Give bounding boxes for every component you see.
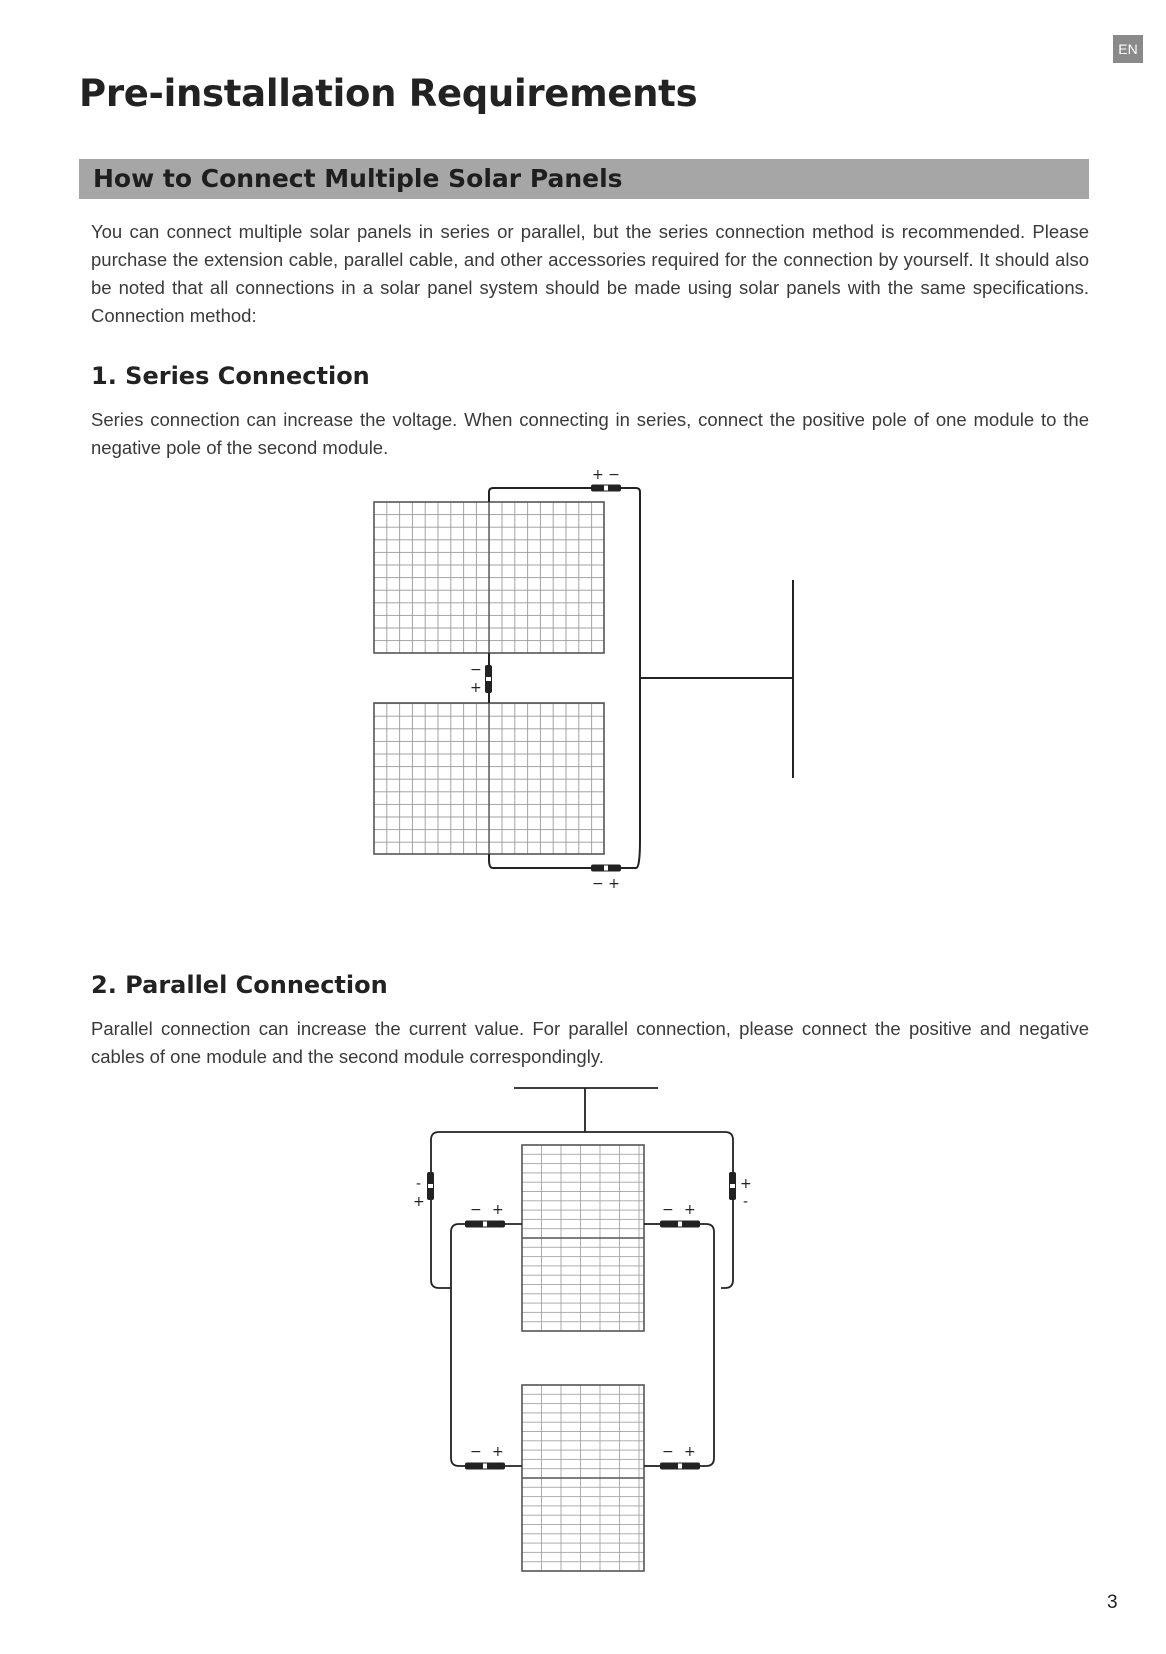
parallel-connector-top-right [660, 1221, 700, 1228]
series-top-polarity: + − [592, 467, 620, 483]
parallel-solar-panel-top [522, 1145, 644, 1331]
section-heading: How to Connect Multiple Solar Panels [93, 164, 623, 193]
intro-paragraph: You can connect multiple solar panels in series or parallel, but the series connection method is recommended. Please purchase the extension cable, parallel cable, and other accessories required for the connection by yourself. It should also be noted that all connections in a solar panel system should be made using solar panels with the same specifications. Connection method: [91, 221, 1089, 326]
series-description: Series connection can increase the voltage. When connecting in series, connect the positive pole of one module to the negative pole of the second module. [91, 409, 1089, 458]
parallel-top-left-plus: + [492, 1202, 504, 1218]
series-solar-panel-top [374, 502, 604, 653]
parallel-connector-bottom-right [660, 1463, 700, 1470]
parallel-bottom-left-plus: + [492, 1444, 504, 1460]
parallel-left-plus: + [413, 1194, 425, 1210]
parallel-description: Parallel connection can increase the current value. For parallel connection, please connect the positive and negative cables of one module and the second module correspondingly. [91, 1018, 1089, 1067]
parallel-heading: 2. Parallel Connection [91, 971, 388, 999]
parallel-top-right-minus: − [662, 1202, 674, 1218]
parallel-output-bus [514, 1088, 658, 1132]
parallel-connector-right-top [729, 1172, 736, 1200]
series-connector-top [591, 485, 621, 492]
parallel-top-right-plus: + [684, 1202, 696, 1218]
section-heading-bar [79, 159, 1089, 199]
parallel-right-plus: + [740, 1176, 752, 1192]
parallel-bottom-right-minus: − [662, 1444, 674, 1460]
series-middle-plus: + [470, 680, 482, 696]
series-middle-minus: − [470, 662, 482, 678]
language-badge: EN [1113, 35, 1143, 63]
series-solar-panel-bottom [374, 703, 604, 854]
series-connector-bottom [591, 865, 621, 872]
series-bottom-polarity: − + [592, 876, 620, 892]
parallel-left-minus: - [416, 1176, 422, 1192]
parallel-bottom-left-minus: − [470, 1444, 482, 1460]
page-number: 3 [1107, 1592, 1118, 1613]
parallel-right-minus: - [743, 1194, 749, 1210]
page-title: Pre-installation Requirements [79, 72, 698, 115]
series-connector-middle [485, 665, 492, 693]
parallel-connector-bottom-left [465, 1463, 505, 1470]
parallel-connector-left-top [427, 1172, 434, 1200]
parallel-connector-top-left [465, 1221, 505, 1228]
series-connection-diagram [0, 460, 1166, 920]
parallel-connection-diagram [0, 1080, 1166, 1580]
parallel-bottom-right-plus: + [684, 1444, 696, 1460]
parallel-solar-panel-bottom [522, 1385, 644, 1571]
parallel-top-left-minus: − [470, 1202, 482, 1218]
series-heading: 1. Series Connection [91, 362, 370, 390]
